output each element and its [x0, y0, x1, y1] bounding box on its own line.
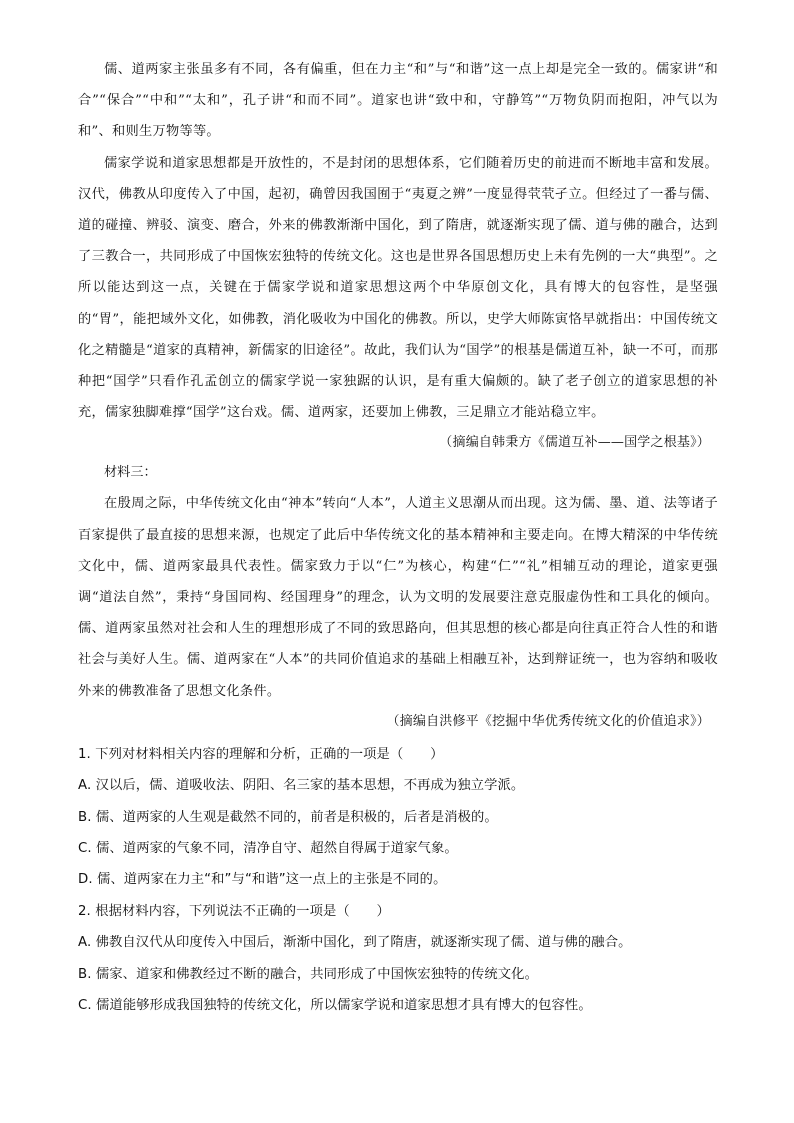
passage-paragraph-3: 在殷周之际，中华传统文化由“神本”转向“人本”，人道主义思潮从而出现。这为儒、墨、道、法等诸子百家提供了最直接的思想来源，也规定了此后中华传统文化的基本精神和主要走向。在博大精深的中华传统文化中，儒、道两家最具代表性。儒家致力于以“仁”为核心，构建“仁”“礼”相辅互动的理论，道家更强调“道法自然”，秉持“身国同构、经国理身”的理念，认为文明的发展要注意克服虚伪性和工具化的倾向。儒、道两家虽然对社会和人生的理想形成了不同的致思路向，但其思想的核心都是向往真正符合人性的和谐社会与美好人生。儒、道两家在“人本”的共同价值追求的基础上相融互补，达到辩证统一，也为容纳和吸收外来的佛教准备了思想文化条件。	[78, 496, 718, 699]
question-1-stem: 1. 下列对材料相关内容的理解和分析，正确的一项是（ ）	[78, 746, 444, 762]
passage-paragraph-1: 儒、道两家主张虽多有不同，各有偏重，但在力主“和”与“和谐”这一点上却是完全一致的。儒家讲“和合”“保合”“中和”“太和”，孔子讲“和而不同”。道家也讲“致中和，守静笃”“万物负阴而抱阳，冲气以为和”、和则生万物等等。	[78, 62, 718, 140]
question-2-option-c: C. 儒道能够形成我国独特的传统文化，所以儒家学说和道家思想才具有博大的包容性。	[78, 998, 592, 1014]
passage-paragraph-2: 儒家学说和道家思想都是开放性的，不是封闭的思想体系，它们随着历史的前进而不断地丰富和发展。汉代，佛教从印度传入了中国，起初，确曾因我国囿于“夷夏之辨”一度显得茕茕孑立。但经过了一番与儒、道的碰撞、辨驳、演变、磨合，外来的佛教渐渐中国化，到了隋唐，就逐渐实现了儒、道与佛的融合，达到了三教合一，共同形成了中国恢宏独特的传统文化。这也是世界各国思想历史上未有先例的一大“典型”。之所以能达到这一点，关键在于儒家学说和道家思想这两个中华原创文化，具有博大的包容性，是坚强的“胃”，能把域外文化，如佛教，消化吸收为中国化的佛教。所以，史学大师陈寅恪早就指出：中国传统文化之精髓是“道家的真精神，新儒家的旧途径”。故此，我们认为“国学”的根基是儒道互补，缺一不可，而那种把“国学”只看作孔孟创立的儒家学说一家独踞的认识，是有重大偏颇的。缺了老子创立的道家思想的补充，儒家独脚难撑“国学”这台戏。儒、道两家，还要加上佛教，三足鼎立才能站稳立牢。	[78, 155, 718, 421]
question-1-option-b: B. 儒、道两家的人生观是截然不同的，前者是积极的，后者是消极的。	[78, 809, 498, 825]
question-2-option-b: B. 儒家、道家和佛教经过不断的融合，共同形成了中国恢宏独特的传统文化。	[78, 966, 538, 982]
question-1	[78, 739, 718, 896]
question-1-option-a: A. 汉以后，儒、道吸收法、阴阳、名三家的基本思想，不再成为独立学派。	[78, 778, 525, 794]
material-3-heading: 材料三：	[104, 465, 157, 481]
question-2-option-a: A. 佛教自汉代从印度传入中国后，渐渐中国化，到了隋唐，就逐渐实现了儒、道与佛的融合。	[78, 935, 632, 951]
source-attribution-2: （摘编自洪修平《挖掘中华优秀传统文化的价值追求》）	[386, 713, 710, 729]
question-1-option-d: D. 儒、道两家在力主“和”与“和谐”这一点上的主张是不同的。	[78, 872, 447, 888]
question-1-option-c: C. 儒、道两家的气象不同，清净自守、超然自得属于道家气象。	[78, 841, 458, 857]
source-attribution-1: （摘编自韩秉方《儒道互补——国学之根基》）	[439, 435, 710, 451]
question-2-stem: 2. 根据材料内容，下列说法不正确的一项是（ ）	[78, 903, 390, 919]
document-page	[78, 54, 718, 1022]
question-2	[78, 896, 718, 1022]
